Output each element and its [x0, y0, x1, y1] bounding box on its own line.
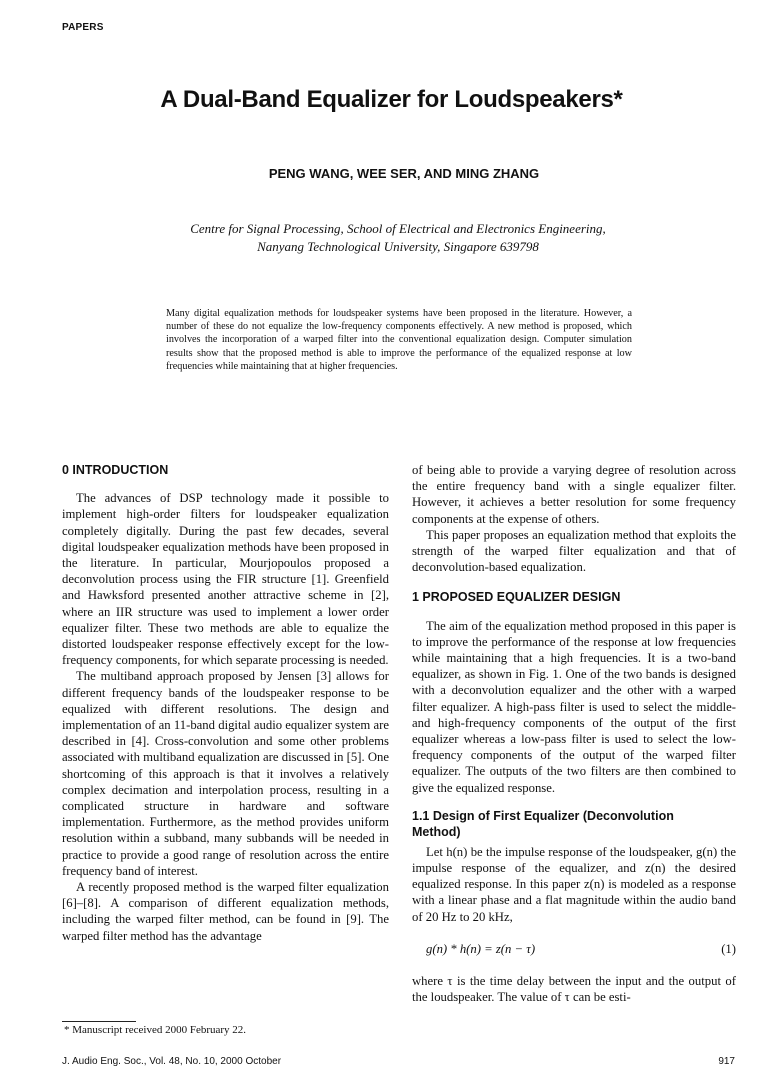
footnote: * Manuscript received 2000 February 22. [64, 1024, 247, 1036]
intro-paragraph-1: The advances of DSP technology made it possible to implement high-order filters for loudspeaker equalization completely digitally. During the past few decades, several digital loudspeaker equalization methods have been proposed in the literature. In particular, Mourjopoulos proposed a deconvolution process using the FIR structure [1]. Greenfield and Hawksford presented another attractive scheme in [2], where an IIR structure was used to implement a lower order equalizer filter. These two methods are able to equalize the distorted loudspeaker response effectively except for the low-frequency components, for which separate processing is needed. [62, 491, 389, 668]
section-heading-design: 1 PROPOSED EQUALIZER DESIGN [412, 590, 621, 605]
intro-paragraph-3: A recently proposed method is the warped filter equalization [6]–[8]. A comparison of different equalization methods, including the warped filter method, can be found in [9]. The warped filter method has the advantage [62, 880, 389, 943]
paper-title: A Dual-Band Equalizer for Loudspeakers* [160, 86, 623, 113]
affiliation-line-2: Nanyang Technological University, Singapore 639798 [257, 239, 539, 254]
running-header: PAPERS [62, 22, 104, 33]
left-column [62, 462, 389, 944]
subsection-heading [412, 808, 736, 840]
author-list: PENG WANG, WEE SER, AND MING ZHANG [268, 166, 540, 181]
intro-paragraph-4: This paper proposes an equalization method that exploits the strength of the warped filter equalization and that of deconvolution-based equalization. [412, 527, 736, 575]
affiliation-line-1: Centre for Signal Processing, School of Electrical and Electronics Engineering, [190, 221, 606, 236]
footnote-rule [62, 1021, 136, 1022]
subsection-paragraph-2: where τ is the time delay between the input and the output of the loudspeaker. The value of τ can be esti- [412, 974, 736, 1005]
subsection-heading-line-2: Method) [412, 824, 461, 839]
abstract: Many digital equalization methods for loudspeaker systems have been proposed in the literature. However, a number of these do not equalize the low-frequency components effectively. A new method is proposed, which involves the incorporation of a warped filter into the conventional equalization design. Computer simulation results show that the proposed method is able to improve the performance of the equalized response at low frequencies while maintaining that at higher frequencies. [166, 308, 632, 372]
subsection-heading-line-1: 1.1 Design of First Equalizer (Deconvolution [412, 808, 674, 823]
section-heading-introduction: 0 INTRODUCTION [62, 463, 169, 477]
design-paragraph-1: The aim of the equalization method proposed in this paper is to improve the performance of the response at low frequencies while maintaining that a high frequencies. It is a two-band equalizer, as shown in Fig. 1. One of the two bands is designed with a deconvolution equalizer and the other with a warped filter equalizer. A high-pass filter is used to select the middle- and high-frequency components of the output of the first equalizer whereas a low-pass filter is used to select the low-frequency components of the output of the warped filter equalizer. The outputs of the two filters are then combined to give the equalized response. [412, 618, 736, 795]
affiliation [0, 220, 783, 256]
page-number: 917 [718, 1056, 735, 1067]
intro-paragraph-2: The multiband approach proposed by Jensen [3] allows for different frequency bands of the loudspeaker response to be equalized with different resolutions. The design and implementation of an 11-band digital audio equalizer system are described in [4]. Cross-convolution and some other problems associated with multiband equalization are discussed in [5]. One shortcoming of this approach is that it involves a relatively complex decimation and interpolation process, resulting in a complicated structure in hardware and software implementation. Furthermore, as the method provides uniform resolution within a subband, many subbands will be needed in practice to provide a good range of resolution across the entire frequency band of interest. [62, 669, 389, 878]
journal-citation: J. Audio Eng. Soc., Vol. 48, No. 10, 2000 October [62, 1056, 282, 1067]
equation-1 [412, 941, 736, 957]
intro-paragraph-3-continued: of being able to provide a varying degree of resolution across the entire frequency band with a single equalizer filter. However, it achieves a better resolution for some frequency components at the expense of others. [412, 463, 736, 526]
equation-body: g(n) * h(n) = z(n − τ) [426, 941, 536, 956]
subsection-paragraph-1: Let h(n) be the impulse response of the loudspeaker, g(n) the impulse response of the equalizer, and z(n) the desired equalized response. In this paper z(n) is modeled as a response with a linear phase and a flat magnitude within the audio band of 20 Hz to 20 kHz, [412, 844, 736, 924]
right-column [412, 462, 736, 1005]
equation-number: (1) [721, 941, 736, 956]
